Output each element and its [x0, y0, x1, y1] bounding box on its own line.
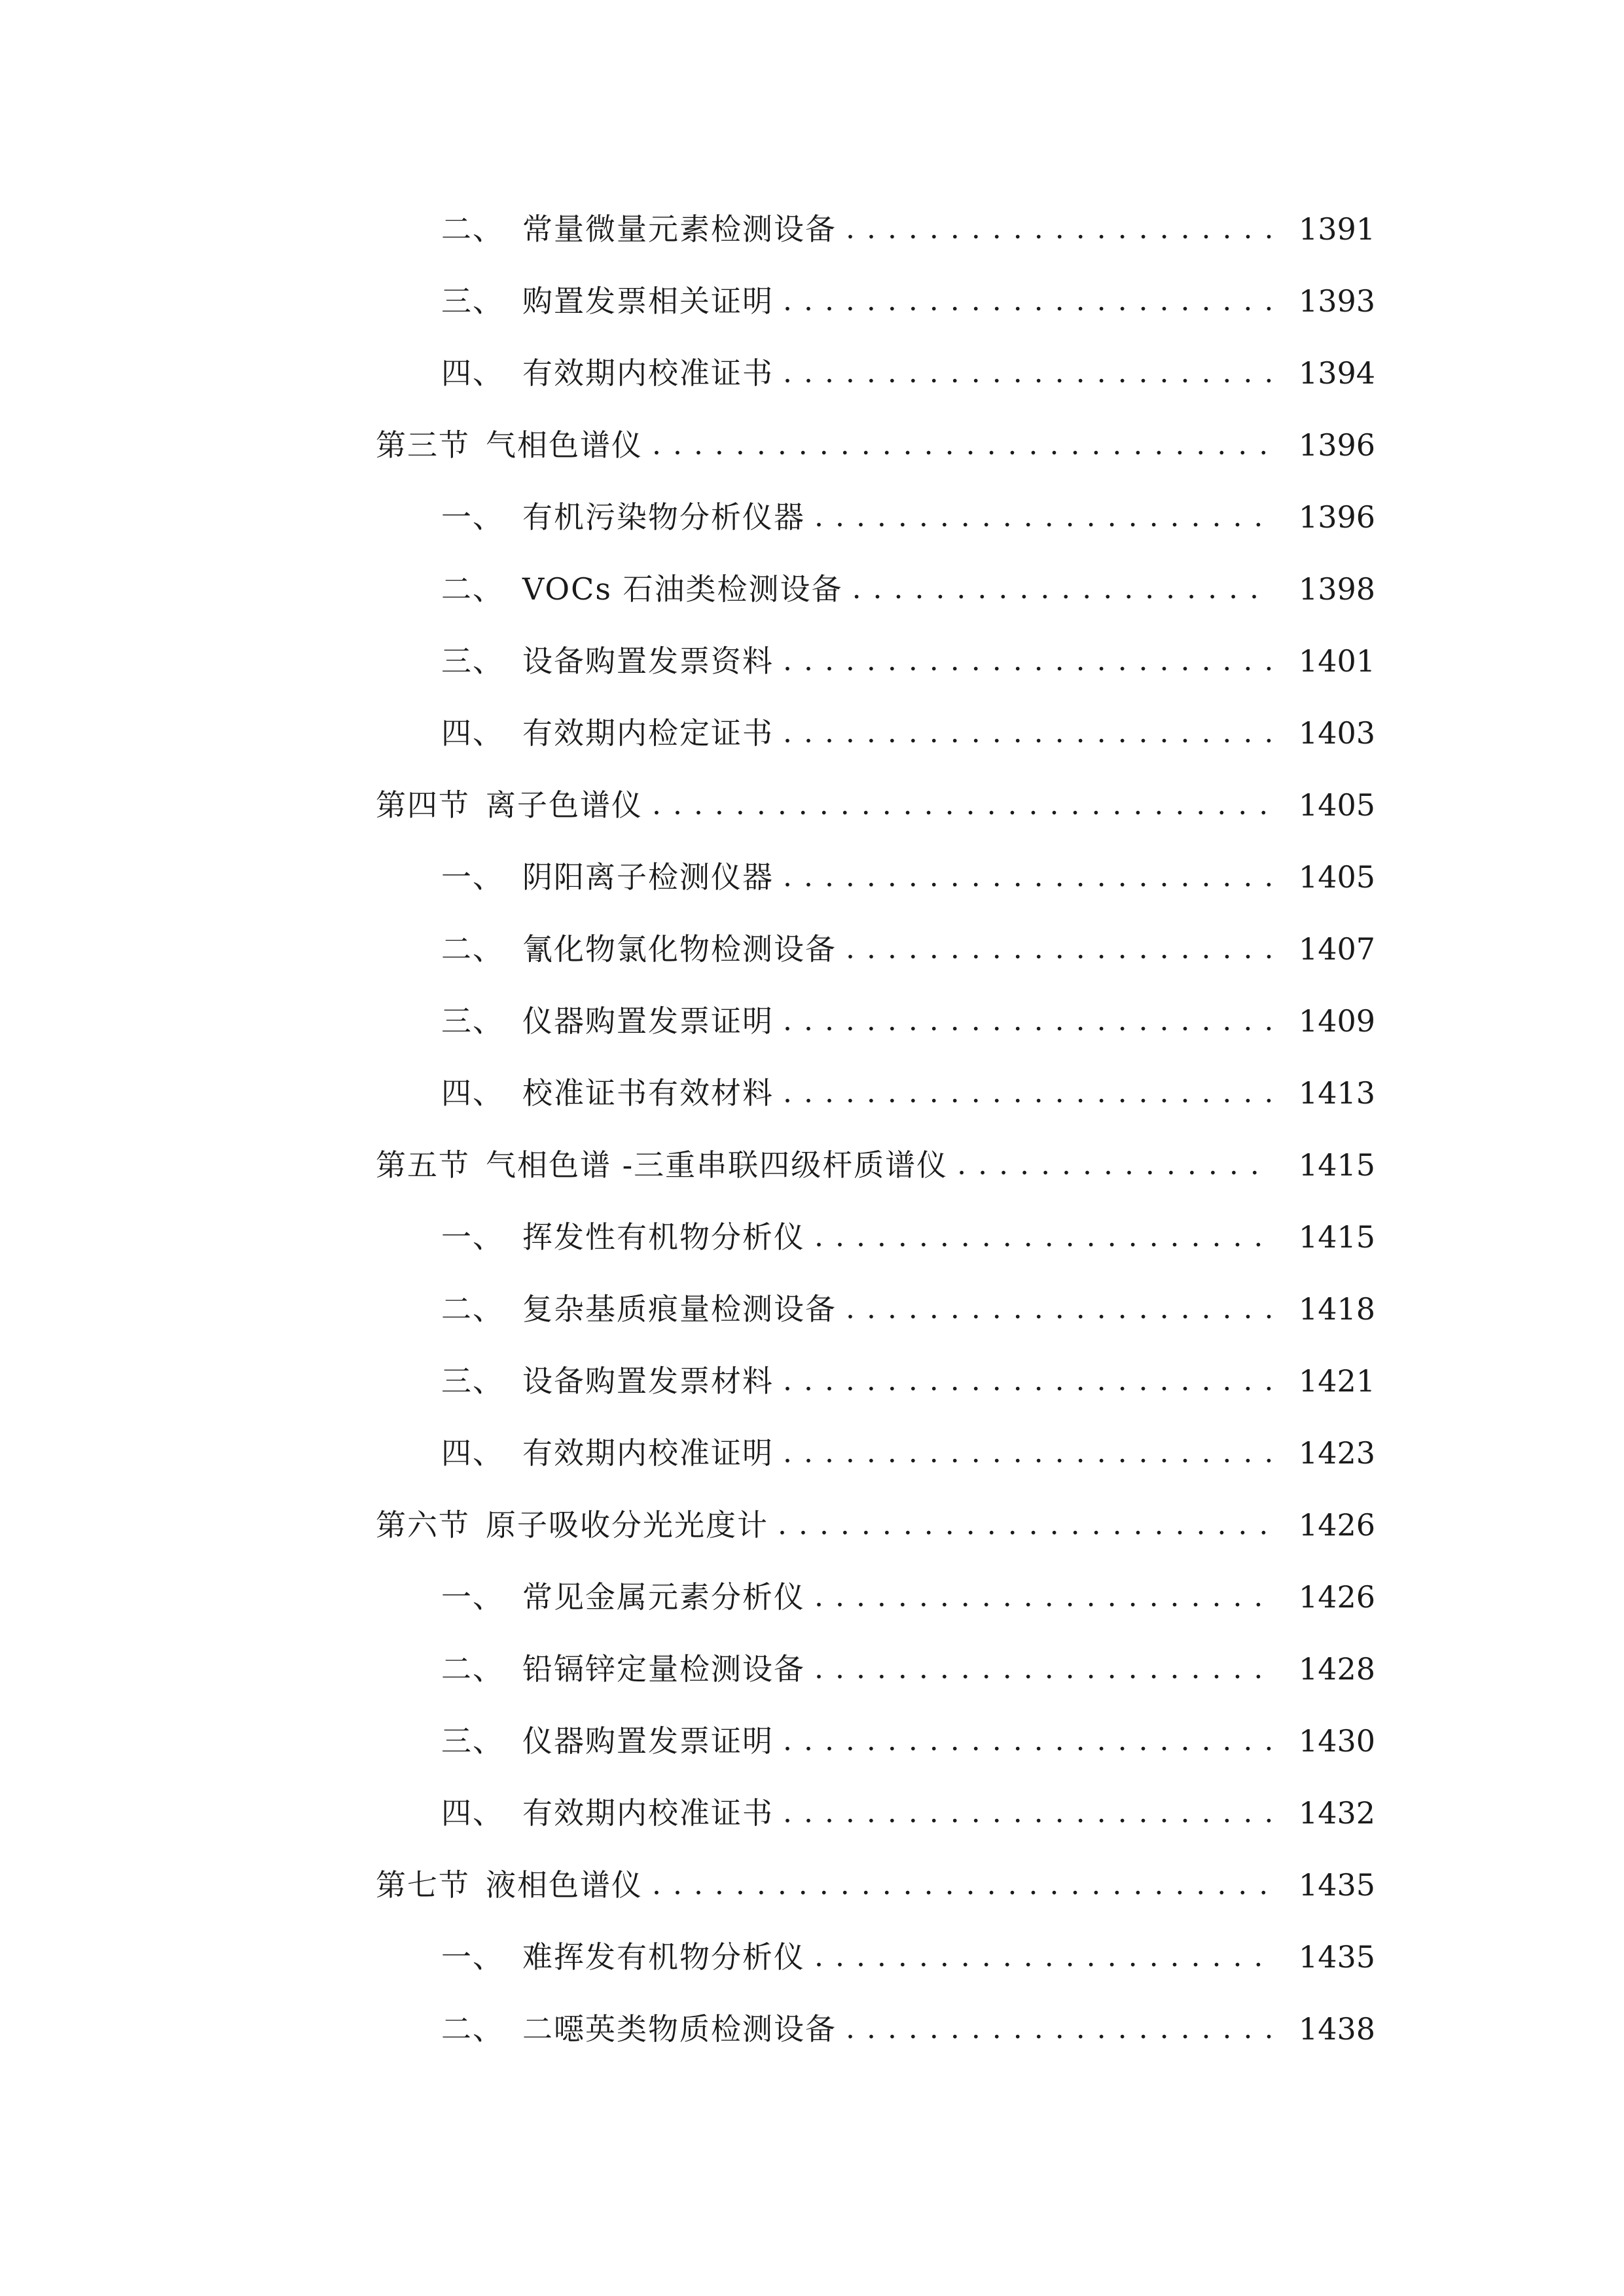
toc-entry[interactable]	[0, 841, 1624, 913]
toc-page-number: 1396	[1298, 499, 1375, 535]
toc-section-marker: 第七节	[376, 1867, 470, 1903]
toc-leader-dots	[783, 1417, 1272, 1489]
toc-page-number: 1418	[1298, 1291, 1375, 1327]
toc-leader-dots	[814, 1921, 1272, 1993]
toc-entry-title: VOCs 石油类检测设备	[522, 571, 843, 607]
toc-entry-marker: 三、	[441, 283, 504, 319]
toc-entry-title: 阴阳离子检测仪器	[522, 859, 774, 895]
toc-page-number: 1396	[1298, 427, 1375, 463]
toc-leader-dots	[846, 1993, 1272, 2065]
toc-entry[interactable]	[0, 1561, 1624, 1633]
toc-page-number: 1403	[1298, 715, 1375, 751]
toc-entry-title: 设备购置发票材料	[522, 1363, 774, 1399]
toc-entry-marker: 四、	[441, 1795, 504, 1831]
toc-page-number: 1438	[1298, 2011, 1375, 2047]
toc-entry-title: 铅镉锌定量检测设备	[522, 1651, 805, 1687]
toc-leader-dots	[783, 841, 1272, 913]
toc-entry-marker: 三、	[441, 1723, 504, 1759]
toc-entry-marker: 三、	[441, 1003, 504, 1039]
toc-entry-title: 购置发票相关证明	[522, 283, 774, 319]
toc-page-number: 1426	[1298, 1507, 1375, 1543]
toc-section-marker: 第五节	[376, 1147, 470, 1183]
toc-entry-title: 仪器购置发票证明	[522, 1723, 774, 1759]
toc-entry[interactable]	[0, 265, 1624, 337]
toc-section-entry[interactable]	[0, 1129, 1624, 1201]
toc-page-number: 1407	[1298, 931, 1375, 967]
toc-entry-title: 常见金属元素分析仪	[522, 1579, 805, 1615]
toc-leader-dots	[846, 1273, 1272, 1345]
toc-page-number: 1405	[1298, 787, 1375, 823]
toc-entry-title: 校准证书有效材料	[522, 1075, 774, 1111]
toc-entry[interactable]	[0, 481, 1624, 553]
toc-leader-dots	[652, 769, 1272, 841]
toc-entry[interactable]	[0, 193, 1624, 265]
toc-page-number: 1426	[1298, 1579, 1375, 1615]
toc-entry[interactable]	[0, 553, 1624, 625]
toc-page-number: 1413	[1298, 1075, 1375, 1111]
toc-entry-marker: 一、	[441, 499, 504, 535]
toc-entry-marker: 一、	[441, 1939, 504, 1975]
toc-entry-marker: 二、	[441, 1291, 504, 1327]
toc-page-number: 1435	[1298, 1867, 1375, 1903]
toc-entry-marker: 四、	[441, 715, 504, 751]
toc-leader-dots	[783, 1777, 1272, 1849]
toc-section-marker: 第四节	[376, 787, 470, 823]
toc-entry[interactable]	[0, 1345, 1624, 1417]
toc-leader-dots	[814, 481, 1272, 553]
toc-entry-title: 挥发性有机物分析仪	[522, 1219, 805, 1255]
toc-entry[interactable]	[0, 697, 1624, 769]
toc-section-entry[interactable]	[0, 1849, 1624, 1921]
toc-page-number: 1394	[1298, 355, 1375, 391]
toc-entry-title: 二噁英类物质检测设备	[522, 2011, 837, 2047]
toc-entry-marker: 四、	[441, 1075, 504, 1111]
toc-entry-marker: 二、	[441, 1651, 504, 1687]
toc-leader-dots	[783, 1345, 1272, 1417]
toc-page-number: 1391	[1298, 211, 1375, 247]
toc-entry-marker: 二、	[441, 931, 504, 967]
toc-leader-dots	[814, 1633, 1272, 1705]
toc-section-marker: 第三节	[376, 427, 470, 463]
toc-entry-marker: 一、	[441, 1579, 504, 1615]
toc-entry[interactable]	[0, 1705, 1624, 1777]
toc-page-number: 1435	[1298, 1939, 1375, 1975]
toc-entry-title: 常量微量元素检测设备	[522, 211, 837, 247]
toc-entry-title: 设备购置发票资料	[522, 643, 774, 679]
toc-entry[interactable]	[0, 625, 1624, 697]
toc-entry[interactable]	[0, 1633, 1624, 1705]
toc-section-title: 离子色谱仪	[486, 787, 643, 823]
toc-leader-dots	[783, 985, 1272, 1057]
toc-entry[interactable]	[0, 1273, 1624, 1345]
toc-leader-dots	[852, 553, 1272, 625]
toc-page-number: 1423	[1298, 1435, 1375, 1471]
toc-page-number: 1415	[1298, 1147, 1375, 1183]
toc-section-title: 气相色谱 -三重串联四级杆质谱仪	[486, 1147, 948, 1183]
toc-entry[interactable]	[0, 1777, 1624, 1849]
toc-entry-marker: 二、	[441, 571, 504, 607]
toc-page-number: 1432	[1298, 1795, 1375, 1831]
toc-page-number: 1415	[1298, 1219, 1375, 1255]
toc-page-number: 1405	[1298, 859, 1375, 895]
toc-page-number: 1401	[1298, 643, 1375, 679]
toc-leader-dots	[652, 1849, 1272, 1921]
toc-entry-title: 难挥发有机物分析仪	[522, 1939, 805, 1975]
toc-entry-marker: 二、	[441, 211, 504, 247]
toc-entry-marker: 三、	[441, 643, 504, 679]
toc-section-title: 原子吸收分光光度计	[486, 1507, 768, 1543]
toc-entry[interactable]	[0, 1993, 1624, 2065]
toc-entry-title: 氰化物氯化物检测设备	[522, 931, 837, 967]
toc-section-marker: 第六节	[376, 1507, 470, 1543]
toc-entry[interactable]	[0, 337, 1624, 409]
toc-leader-dots	[783, 265, 1272, 337]
toc-leader-dots	[783, 337, 1272, 409]
toc-section-entry[interactable]	[0, 1489, 1624, 1561]
toc-entry[interactable]	[0, 985, 1624, 1057]
toc-entry-marker: 三、	[441, 1363, 504, 1399]
toc-entry[interactable]	[0, 1417, 1624, 1489]
toc-page-number: 1409	[1298, 1003, 1375, 1039]
toc-section-title: 气相色谱仪	[486, 427, 643, 463]
toc-entry-title: 有效期内校准证书	[522, 355, 774, 391]
toc-entry[interactable]	[0, 1201, 1624, 1273]
toc-entry-marker: 二、	[441, 2011, 504, 2047]
toc-page-number: 1421	[1298, 1363, 1375, 1399]
toc-entry-title: 有效期内检定证书	[522, 715, 774, 751]
toc-entry[interactable]	[0, 1057, 1624, 1129]
toc-entry-title: 有效期内校准证明	[522, 1435, 774, 1471]
toc-leader-dots	[814, 1561, 1272, 1633]
toc-entry-marker: 四、	[441, 1435, 504, 1471]
toc-page-number: 1428	[1298, 1651, 1375, 1687]
toc-leader-dots	[846, 193, 1272, 265]
toc-entry-marker: 一、	[441, 859, 504, 895]
toc-entry-marker: 一、	[441, 1219, 504, 1255]
toc-leader-dots	[783, 1705, 1272, 1777]
toc-leader-dots	[783, 1057, 1272, 1129]
toc-leader-dots	[783, 697, 1272, 769]
toc-section-title: 液相色谱仪	[486, 1867, 643, 1903]
toc-section-entry[interactable]	[0, 769, 1624, 841]
toc-entry-title: 有机污染物分析仪器	[522, 499, 805, 535]
toc-entry-title: 仪器购置发票证明	[522, 1003, 774, 1039]
toc-entry-title: 有效期内校准证书	[522, 1795, 774, 1831]
toc-entry-title: 复杂基质痕量检测设备	[522, 1291, 837, 1327]
toc-entry[interactable]	[0, 913, 1624, 985]
toc-page-number: 1398	[1298, 571, 1375, 607]
toc-section-entry[interactable]	[0, 409, 1624, 481]
toc-entry[interactable]	[0, 1921, 1624, 1993]
toc-page-number: 1430	[1298, 1723, 1375, 1759]
toc-entry-marker: 四、	[441, 355, 504, 391]
toc-leader-dots	[957, 1129, 1272, 1201]
toc-leader-dots	[778, 1489, 1272, 1561]
toc-leader-dots	[783, 625, 1272, 697]
toc-page-number: 1393	[1298, 283, 1375, 319]
toc-leader-dots	[846, 913, 1272, 985]
toc-leader-dots	[652, 409, 1272, 481]
toc-leader-dots	[814, 1201, 1272, 1273]
